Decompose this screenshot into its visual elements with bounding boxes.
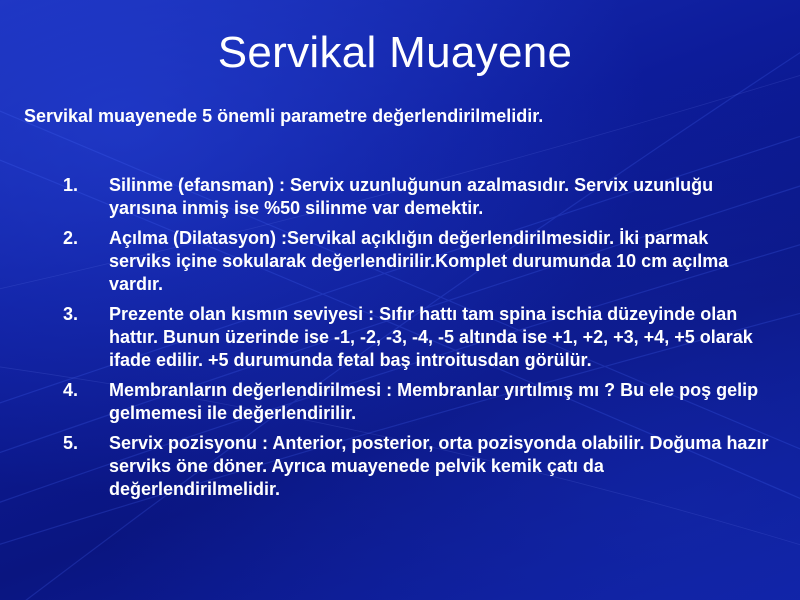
list-number: 4. [63,380,79,400]
slide-title: Servikal Muayene [217,28,573,77]
list-text: Servix pozisyonu : Anterior, posterior, orta pozisyonda olabilir. Doğuma hazır serviks öne döner. Ayrıca muayenede pelvik kemik çatı da değerlendirilmelidir. [109,433,769,499]
list-number: 2. [63,228,79,248]
list-number: 5. [63,433,79,453]
list-text: Açılma (Dilatasyon) :Servikal açıklığın değerlendirilmesidir. İki parmak serviks içine sokularak değerlendirilir.Komplet durumunda 10 cm açılma vardır. [109,228,729,294]
list-item [60,303,770,372]
parameter-list [60,174,770,508]
list-item [60,227,770,296]
intro-text: Servikal muayenede 5 önemli parametre değerlendirilmelidir. [24,106,544,126]
list-item [60,432,770,501]
list-number: 3. [63,304,79,324]
list-text: Prezente olan kısmın seviyesi : Sıfır hattı tam spina ischia düzeyinde olan hattır. Bunun üzerinde ise -1, -2, -3, -4, -5 altında ise +1, +2, +3, +4, +5 olarak ifade edilir. +5 durumunda fetal baş introitusdan görülür. [109,304,753,370]
list-number: 1. [63,175,79,195]
list-item [60,174,770,220]
list-item [60,379,770,425]
list-text: Silinme (efansman) : Servix uzunluğunun azalmasıdır. Servix uzunluğu yarısına inmiş ise %50 silinme var demektir. [109,175,714,218]
list-text: Membranların değerlendirilmesi : Membranlar yırtılmış mı ? Bu ele poş gelip gelmemesi ile değerlendirilir. [109,380,759,423]
